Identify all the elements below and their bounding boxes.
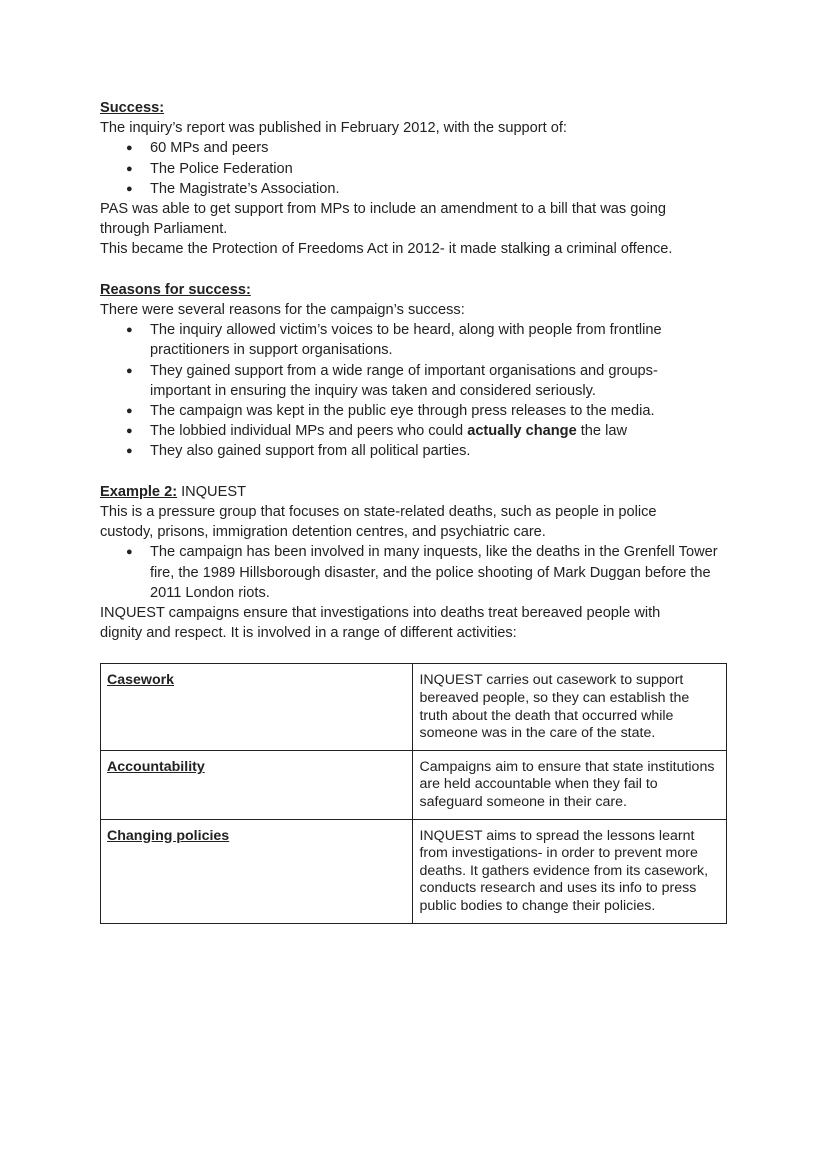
bullet-icon: ●	[126, 142, 133, 155]
table-cell-value: INQUEST carries out casework to support bereaved people, so they can establish the truth about the death that occurred while someone was in the care of the state.	[413, 664, 727, 750]
example-2-heading: Example 2:	[100, 483, 178, 500]
emphasis-text: actually change	[467, 423, 577, 440]
table-row	[101, 819, 727, 923]
list-item: ● The Magistrate’s Association.	[100, 179, 728, 199]
reasons-bullet-list	[100, 320, 695, 461]
table-row	[101, 750, 727, 819]
bullet-icon: ●	[126, 445, 133, 458]
list-item: ● They also gained support from all political parties.	[100, 441, 695, 461]
list-item: ● The Police Federation	[100, 159, 728, 179]
list-item: ● The campaign was kept in the public eye through press releases to the media.	[100, 401, 695, 421]
list-item: ● The campaign has been involved in many inquests, like the deaths in the Grenfell Tower fire, the 1989 Hillsborough disaster, and the police shooting of Mark Duggan before the 2011 London riots.	[126, 544, 718, 601]
success-paragraph-2: This became the Protection of Freedoms Act in 2012- it made stalking a criminal offence.	[100, 241, 673, 258]
success-bullet-list	[100, 138, 728, 199]
example-2-outro: INQUEST campaigns ensure that investigations into deaths treat bereaved people with dignity and respect. It is involved in a range of different activities:	[100, 605, 661, 642]
reasons-heading: Reasons for success:	[100, 281, 251, 298]
table-row	[101, 664, 727, 750]
success-heading: Success:	[100, 100, 165, 116]
list-item: ● They gained support from a wide range of important organisations and groups- important in ensuring the inquiry was taken and considered seriously.	[126, 362, 658, 399]
list-item: ● 60 MPs and peers	[100, 138, 728, 158]
bullet-icon: ●	[126, 546, 133, 559]
example-2-bullet-list	[100, 542, 720, 603]
bullet-icon: ●	[126, 425, 133, 438]
bullet-icon: ●	[126, 182, 133, 195]
example-2-heading-line	[100, 482, 728, 502]
bullet-icon: ●	[126, 364, 133, 377]
example-2-description: This is a pressure group that focuses on state-related deaths, such as people in police custody, prisons, immigration detention centres, and psychiatric care.	[100, 504, 657, 541]
bullet-icon: ●	[126, 324, 133, 337]
table-cell-value: INQUEST aims to spread the lessons learnt from investigations- in order to prevent more deaths. It gathers evidence from its casework, conducts research and uses its info to press public bodies to change their policies.	[413, 819, 727, 923]
example-2-name: INQUEST	[177, 483, 246, 500]
list-item: ● The lobbied individual MPs and peers who could actually change the law	[100, 421, 695, 441]
table-cell-value: Campaigns aim to ensure that state institutions are held accountable when they fail to safeguard someone in their care.	[413, 750, 727, 819]
reasons-intro: There were several reasons for the campaign’s success:	[100, 302, 465, 319]
document-page	[100, 98, 728, 924]
list-item: ● The inquiry allowed victim’s voices to be heard, along with people from frontline practitioners in support organisations.	[126, 322, 662, 359]
bullet-icon: ●	[126, 405, 133, 418]
bullet-icon: ●	[126, 162, 133, 175]
success-intro: The inquiry’s report was published in February 2012, with the support of:	[100, 120, 567, 137]
table-cell-key: Accountability	[101, 750, 413, 819]
table-cell-key: Changing policies	[101, 819, 413, 923]
success-paragraph-1: PAS was able to get support from MPs to include an amendment to a bill that was going through Parliament.	[100, 201, 666, 238]
activities-table	[100, 663, 727, 923]
table-cell-key: Casework	[101, 664, 413, 750]
